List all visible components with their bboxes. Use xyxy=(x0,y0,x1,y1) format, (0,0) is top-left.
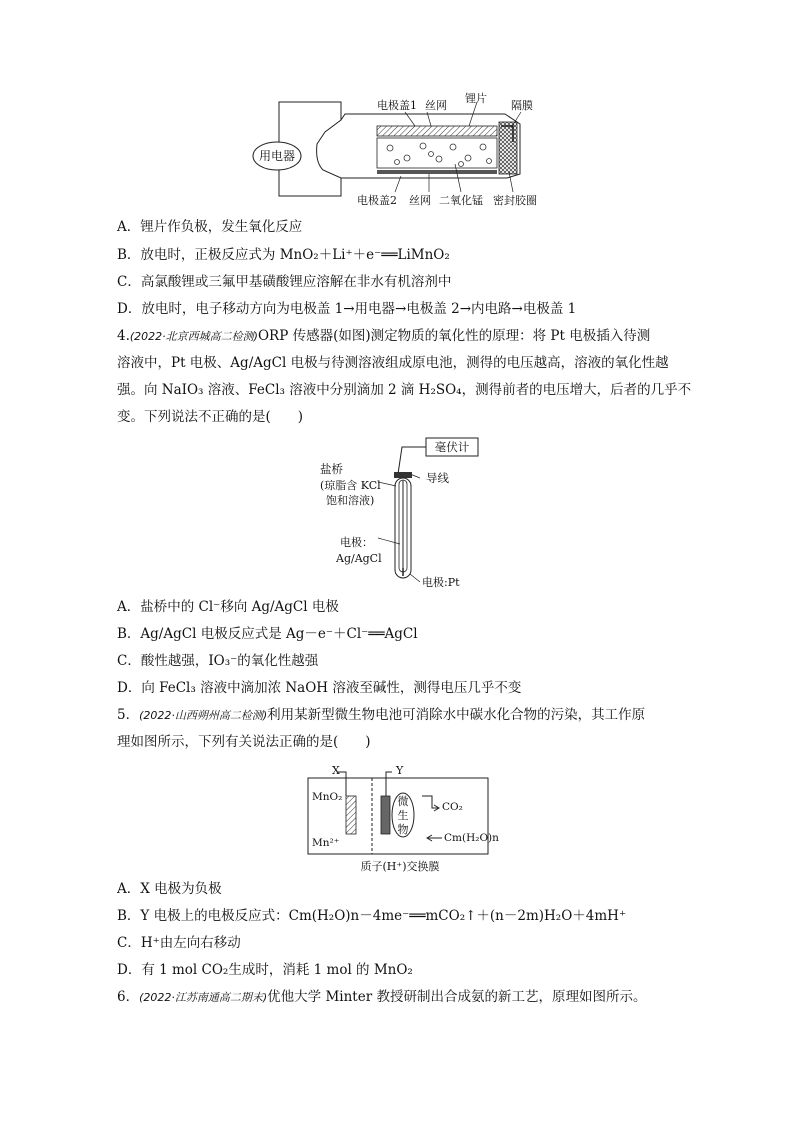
top-label-1: 电极盖1 xyxy=(377,99,417,112)
salt-bridge-desc2: 饱和溶液) xyxy=(326,494,375,507)
battery-diagram xyxy=(245,92,565,210)
orp-sensor-diagram xyxy=(318,434,508,590)
salt-bridge-label: 盐桥 xyxy=(320,462,343,476)
q6-stem-line1 xyxy=(117,988,646,1007)
q4-stem-line1 xyxy=(117,327,650,346)
probe-cap xyxy=(394,472,412,478)
x-label: X xyxy=(332,764,340,777)
q4-source: (2022·北京西城高二检测) xyxy=(129,330,258,343)
q3-option-c: C．高氯酸锂或三氟甲基磺酸锂应溶解在非水有机溶剂中 xyxy=(117,274,452,290)
microbial-cell-diagram xyxy=(300,760,510,878)
q5-source: (2022·山西朔州高二检测) xyxy=(139,709,268,722)
q5-stem-line2: 理如图所示，下列有关说法正确的是( ) xyxy=(117,734,371,750)
q4-stem-line4: 变。下列说法不正确的是( ) xyxy=(117,409,304,425)
q6-line1-text: 优他大学 Minter 教授研制出合成氨的新工艺，原理如图所示。 xyxy=(267,989,647,1005)
top-label-2: 丝网 xyxy=(425,99,447,112)
q5-option-b: B．Y 电极上的电极反应式：Cm(H₂O)n－4me⁻══mCO₂↑＋(n－2m)H₂O＋4mH⁺ xyxy=(117,908,627,924)
microbe-char-3: 物 xyxy=(397,823,409,836)
membrane-label: 质子(H⁺)交换膜 xyxy=(360,860,440,873)
cmh2o-label: Cm(H₂O)n xyxy=(444,832,499,844)
appliance-label: 用电器 xyxy=(258,149,296,163)
q5-option-a: A．X 电极为负极 xyxy=(117,881,222,897)
y-label: Y xyxy=(396,764,404,777)
q6-source: (2022·江苏南通高二期末) xyxy=(139,991,268,1004)
mesh-layer xyxy=(377,170,497,174)
q3-option-d: D．放电时，电子移动方向为电极盖 1→用电器→电极盖 2→内电路→电极盖 1 xyxy=(117,301,577,317)
salt-bridge-desc1: (琼脂含 KCl xyxy=(320,479,381,492)
q5-number: 5． xyxy=(117,707,140,723)
q5-option-d: D．有 1 mol CO₂生成时，消耗 1 mol 的 MnO₂ xyxy=(117,962,413,978)
bottom-label-1: 电极盖2 xyxy=(357,194,397,207)
battery-figure xyxy=(245,92,565,210)
bottom-label-2: 丝网 xyxy=(409,194,431,207)
q3-option-b: B．放电时，正极反应式为 MnO₂＋Li⁺＋e⁻══LiMnO₂ xyxy=(117,247,450,263)
microbe-char-1: 微 xyxy=(397,795,409,808)
bottom-label-3: 二氧化锰 xyxy=(439,194,483,207)
wire-label: 导线 xyxy=(426,471,449,485)
microbial-cell-figure xyxy=(300,760,510,878)
mn2-label: Mn²⁺ xyxy=(312,837,340,849)
x-electrode xyxy=(346,796,356,834)
y-electrode xyxy=(381,796,390,834)
q5-stem-line1 xyxy=(117,706,645,725)
q4-stem-line3: 强。向 NaIO₃ 溶液、FeCl₃ 溶液中分别滴加 2 滴 H₂SO₄，测得前者的电压增大，后者的几乎不 xyxy=(117,382,692,398)
mno2-label: MnO₂ xyxy=(312,791,343,803)
q4-option-d: D．向 FeCl₃ 溶液中滴加浓 NaOH 溶液至碱性，测得电压几乎不变 xyxy=(117,680,522,696)
q4-option-b: B．Ag/AgCl 电极反应式是 Ag－e⁻＋Cl⁻══AgCl xyxy=(117,626,418,642)
top-label-3: 锂片 xyxy=(465,92,487,105)
q3-option-a: A．锂片作负极，发生氧化反应 xyxy=(117,219,303,235)
co2-label: CO₂ xyxy=(442,801,463,813)
q4-option-a: A．盐桥中的 Cl⁻移向 Ag/AgCl 电极 xyxy=(117,599,339,615)
top-label-4: 隔膜 xyxy=(511,99,533,112)
q4-line1-text: ORP 传感器(如图)测定物质的氧化性的原理：将 Pt 电极插入待测 xyxy=(257,328,651,344)
bottom-label-4: 密封胶圈 xyxy=(493,194,537,207)
agcl-electrode-label: 电极： xyxy=(340,536,373,549)
microbe-char-2: 生 xyxy=(397,809,409,822)
wire-path xyxy=(398,447,426,474)
q4-option-c: C．酸性越强，IO₃⁻的氧化性越强 xyxy=(117,653,319,669)
q6-number: 6． xyxy=(117,989,140,1005)
agcl-electrode-name: Ag/AgCl xyxy=(336,552,382,565)
q4-stem-line2: 溶液中，Pt 电极、Ag/AgCl 电极与待测溶液组成原电池，测得的电压越高，溶液的氧化性越 xyxy=(117,355,669,371)
meter-label: 毫伏计 xyxy=(434,440,470,454)
q5-line1-text: 利用某新型微生物电池可消除水中碳水化合物的污染，其工作原 xyxy=(267,707,646,723)
q4-number: 4. xyxy=(117,328,130,344)
q5-option-c: C．H⁺由左向右移动 xyxy=(117,935,241,951)
orp-sensor-figure xyxy=(318,434,508,590)
seal-ring xyxy=(499,122,517,174)
pt-electrode-label: 电极:Pt xyxy=(422,576,460,589)
lithium-layer xyxy=(377,126,497,136)
